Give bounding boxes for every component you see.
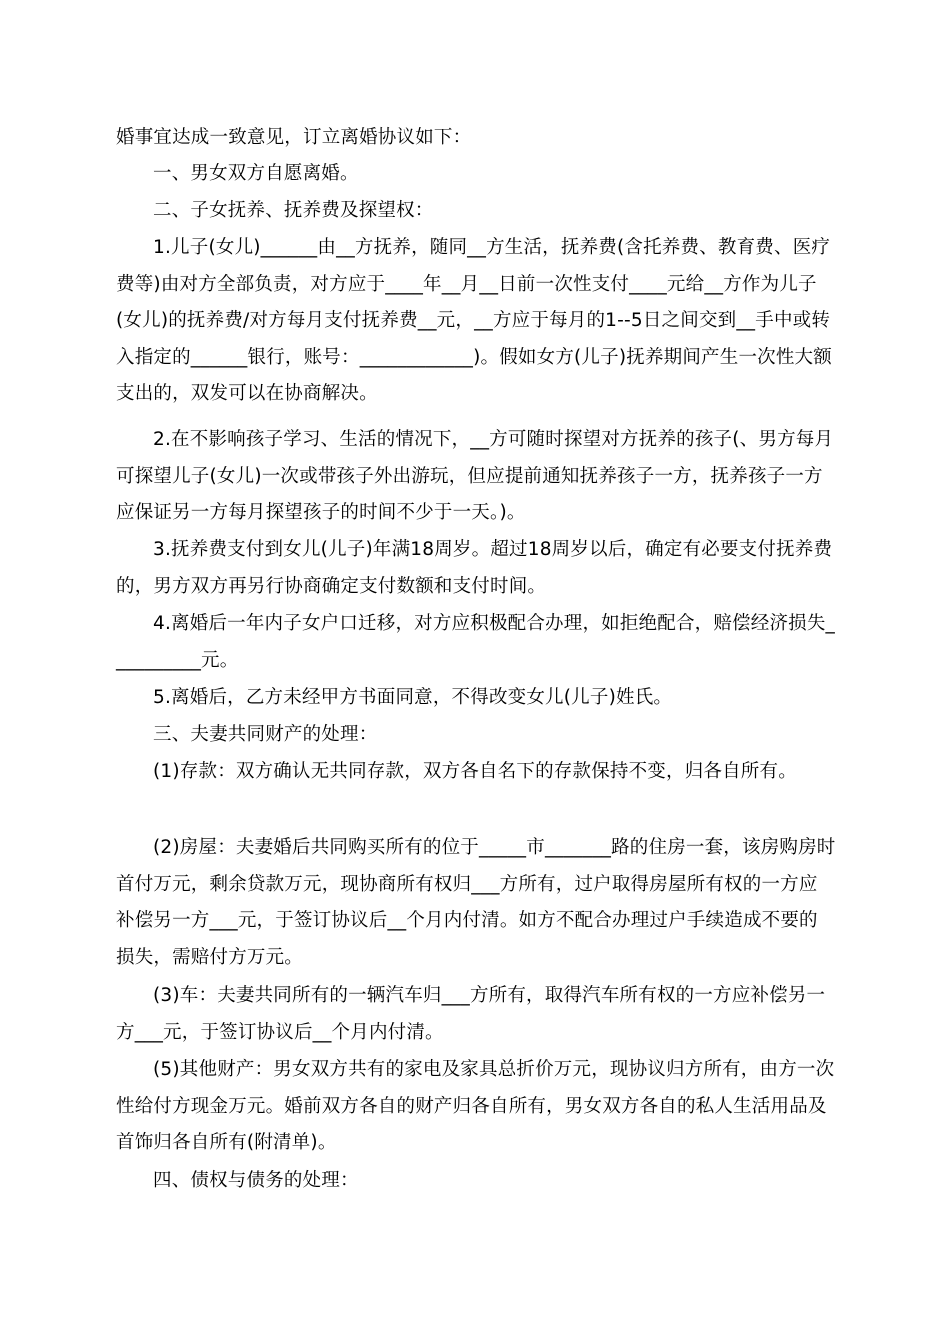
clause-surname: 5.离婚后，乙方未经甲方书面同意，不得改变女儿(儿子)姓氏。 — [153, 687, 673, 708]
paragraph-intro: 婚事宜达成一致意见，订立离婚协议如下： — [116, 127, 472, 148]
clause-other-property: (5)其他财产：男女双方共有的家电及家具总折价万元，现协议归方所有，由方一次性给付方现金万元。婚前双方各自的财产归各自所有，男女双方各自的私人生活用品及首饰归各自所有(附清单)。 — [116, 1059, 835, 1153]
clause-household-registration: 4.离婚后一年内子女户口迁移，对方应积极配合办理，如拒绝配合，赔偿经济损失__________元。 — [116, 613, 836, 671]
clause-savings: (1)存款：双方确认无共同存款，双方各自名下的存款保持不变，归各自所有。 — [153, 761, 797, 782]
clause-car: (3)车：夫妻共同所有的一辆汽车归___方所有，取得汽车所有权的一方应补偿另一方___元，于签订协议后__个月内付清。 — [116, 985, 826, 1043]
clause-visitation: 2.在不影响孩子学习、生活的情况下，__方可随时探望对方抚养的孩子(、男方每月可探望儿子(女儿)一次或带孩子外出游玩，但应提前通知抚养孩子一方，抚养孩子一方应保证另一方每月探望孩子的时间不少于一天。)。 — [116, 429, 834, 523]
clause-house: (2)房屋：夫妻婚后共同购买所有的位于_____市_______路的住房一套，该房购房时首付万元，剩余贷款万元，现协商所有权归___方所有，过户取得房屋所有权的一方应补偿另一方___元，于签订协议后__个月内付清。如方不配合办理过户手续造成不要的损失，需赔付方万元。 — [116, 837, 836, 968]
heading-debts: 四、债权与债务的处理： — [153, 1170, 359, 1191]
heading-voluntary-divorce: 一、男女双方自愿离婚。 — [153, 163, 359, 184]
heading-child-custody: 二、子女抚养、抚养费及探望权： — [153, 200, 434, 221]
clause-child-support: 1.儿子(女儿)______由__方抚养，随同__方生活，抚养费(含托养费、教育费、医疗费等)由对方全部负责，对方应于____年__月__日前一次性支付____元给__方作为儿子(女儿)的抚养费/对方每月支付抚养费__元，__方应于每月的1--5日之间交到__手中或转入指定的______银行，账号：____________)。假如女方(儿子)抚养期间产生一次性大额支出的，双发可以在协商解决。 — [116, 237, 832, 404]
clause-support-duration: 3.抚养费支付到女儿(儿子)年满18周岁。超过18周岁以后，确定有必要支付抚养费的，男方双方再另行协商确定支付数额和支付时间。 — [116, 539, 833, 597]
heading-joint-property: 三、夫妻共同财产的处理： — [153, 724, 378, 745]
